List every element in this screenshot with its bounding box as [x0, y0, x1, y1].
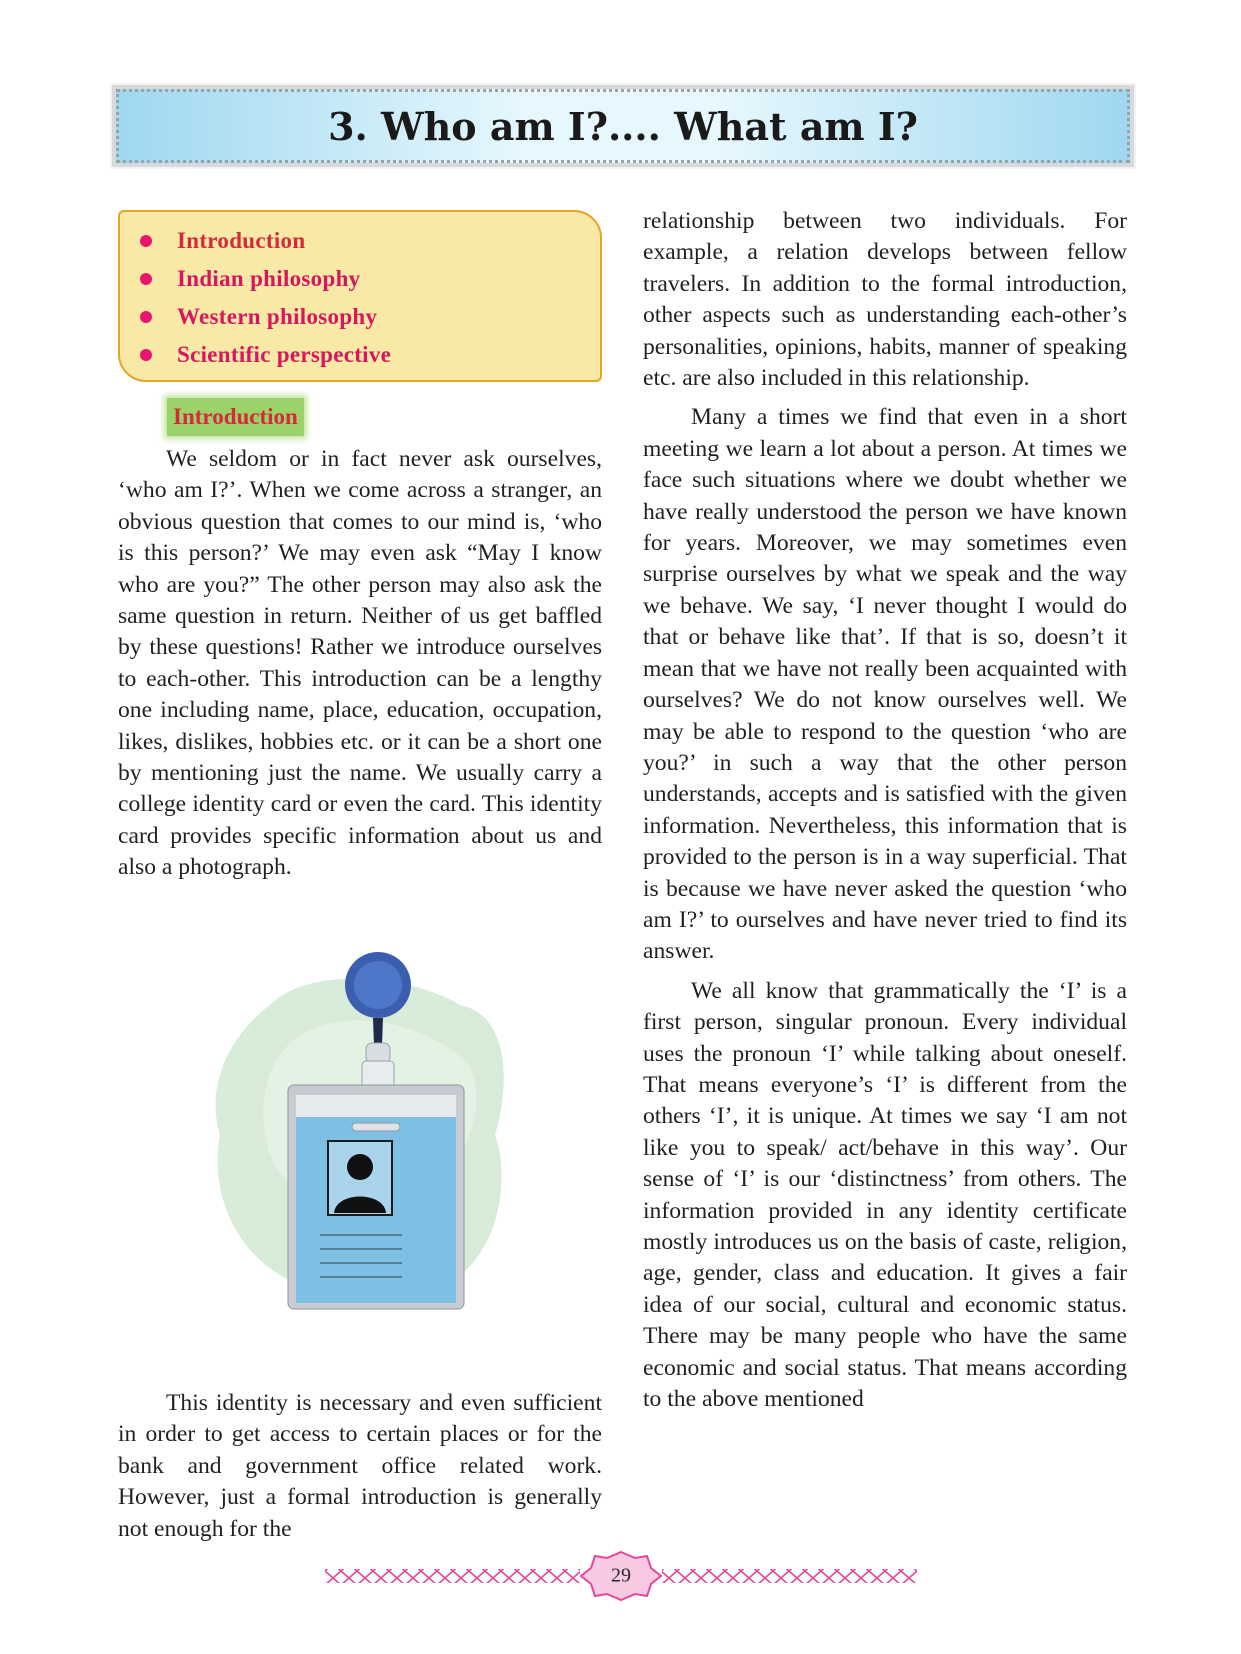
- topic-item: [140, 260, 600, 298]
- topics-box: [118, 210, 602, 382]
- id-card-icon: [288, 1085, 464, 1309]
- body-paragraph: Many a times we find that even in a short meeting we learn a lot about a person. At times we face such situations where we doubt whether we have really understood the person we have known for years. Moreover, we may sometimes even surprise ourselves by what we speak and the way we behave. We say, ‘I never thought I would do that or behave like that’. If that is so, doesn’t it mean that we have not really been acquainted with ourselves? We do not know ourselves well. We may be able to respond to the question ‘who are you?’ in such a way that the other person understands, accepts and is satisfied with the given information. Nevertheless, this information that is provided to the person is in a way superficial. That is because we have never asked the question ‘who am I?’ to ourselves and have never tried to find its answer.: [643, 404, 1127, 965]
- body-paragraph: relationship between two individuals. For example, a relation develops between fellow travelers. In addition to the formal introduction, other aspects such as understanding each-other’s personalities, opinions, habits, manner of speaking etc. are also included in this relationship.: [643, 208, 1127, 392]
- page-number: 29: [611, 1564, 631, 1587]
- topic-label: Indian philosophy: [177, 266, 361, 291]
- bullet-icon: [140, 235, 152, 247]
- topic-label: Western philosophy: [177, 304, 378, 329]
- bullet-icon: [140, 273, 152, 285]
- left-column-bottom: [118, 1388, 602, 1545]
- topic-label: Introduction: [177, 228, 306, 253]
- section-heading: Introduction: [167, 398, 304, 436]
- topic-item: [140, 298, 600, 336]
- left-column-top: [118, 444, 602, 884]
- identity-card-illustration: [210, 945, 540, 1390]
- right-column: [643, 206, 1127, 1423]
- page-footer: [325, 1550, 917, 1602]
- chapter-title-banner: [116, 89, 1130, 163]
- topic-item: [140, 336, 600, 374]
- body-paragraph: We all know that grammatically the ‘I’ is a first person, singular pronoun. Every individual uses the pronoun ‘I’ while talking about oneself. That means everyone’s ‘I’ is different from the others ‘I’, it is unique. At times we say ‘I am not like you to speak/ act/behave in this way’. Our sense of ‘I’ is our ‘distinctness’ from others. The information provided in any identity certificate mostly introduces us on the basis of caste, religion, age, gender, class and education. It gives a fair idea of our social, cultural and economic status. There may be many people who have the same economic and social status. That means according to the above mentioned: [643, 977, 1127, 1413]
- chapter-title: 3. Who am I?.... What am I?: [328, 103, 918, 149]
- body-paragraph: This identity is necessary and even sufficient in order to get access to certain places or for the bank and government office related work. However, just a formal introduction is generally not enough for the: [118, 1390, 602, 1542]
- topic-item: [140, 222, 600, 260]
- bullet-icon: [140, 311, 152, 323]
- bullet-icon: [140, 349, 152, 361]
- topic-label: Scientific perspective: [177, 342, 392, 367]
- body-paragraph: We seldom or in fact never ask ourselves, ‘who am I?’. When we come across a stranger, an obvious question that comes to our mind is, ‘who is this person?’ We may even ask “May I know who are you?” The other person may also ask the same question in return. Neither of us get baffled by these questions! Rather we introduce ourselves to each-other. This introduction can be a lengthy one including name, place, education, occupation, likes, dislikes, hobbies etc. or it can be a short one by mentioning just the name. We usually carry a college identity card or even the card. This identity card provides specific information about us and also a photograph.: [118, 446, 602, 881]
